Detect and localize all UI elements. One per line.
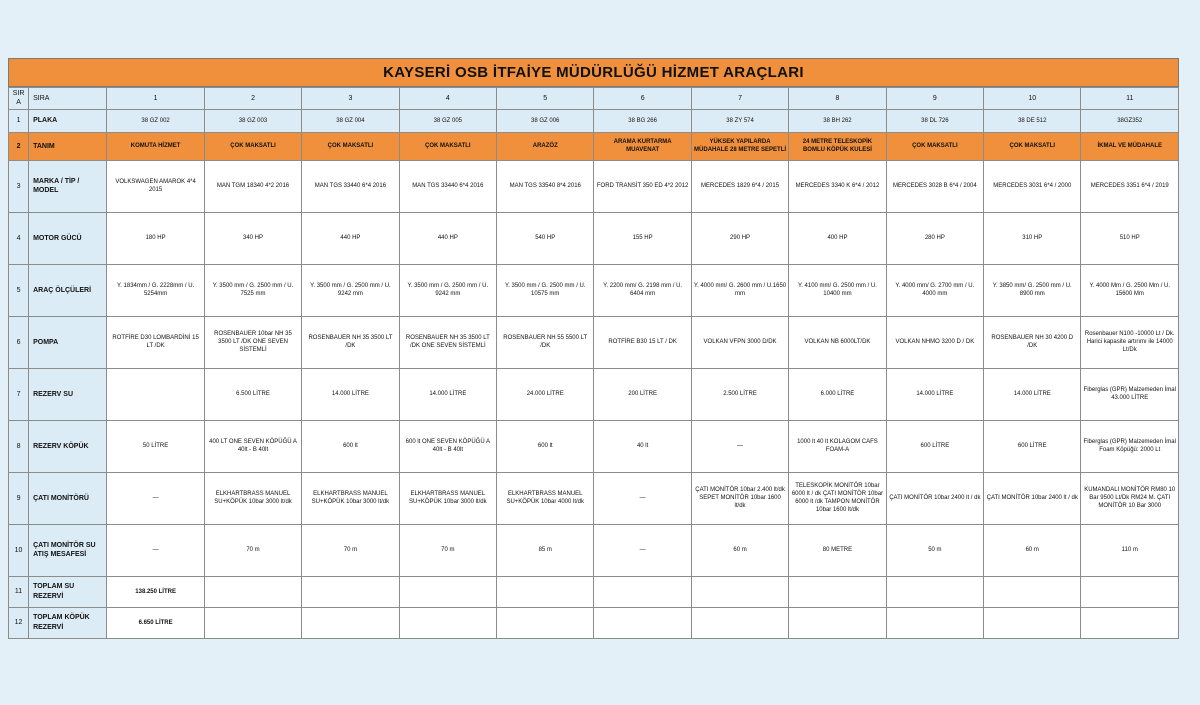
table-cell: Y. 4100 mm/ G. 2500 mm / U. 10400 mm: [789, 264, 886, 316]
row-cati-monitor-atis-mesafesi: [9, 524, 1179, 576]
table-cell: ROSENBAUER NH 30 4200 D /DK: [984, 316, 1081, 368]
table-cell: [399, 607, 496, 638]
table-cell: 50 LİTRE: [107, 420, 204, 472]
table-cell: [399, 576, 496, 607]
table-cell: MAN TGS 33440 6*4 2016: [302, 160, 399, 212]
table-cell: 6.000 LİTRE: [789, 368, 886, 420]
table-cell: ÇOK MAKSATLI: [984, 132, 1081, 160]
table-cell: 14.000 LİTRE: [984, 368, 1081, 420]
row-label: ARAÇ ÖLÇÜLERİ: [29, 264, 107, 316]
table-cell: 38 DL 726: [886, 109, 983, 132]
table-cell: ARAZÖZ: [497, 132, 594, 160]
table-cell: 38 GZ 003: [204, 109, 301, 132]
table-cell: [691, 607, 788, 638]
row-label: MARKA / TİP / MODEL: [29, 160, 107, 212]
table-cell: 400 LT ONE SEVEN KÖPÜĞÜ A 40lt - B 40lt: [204, 420, 301, 472]
table-cell: FORD TRANSİT 350 ED 4*2 2012: [594, 160, 691, 212]
table-cell: [886, 576, 983, 607]
table-cell: ROSENBAUER NH 55 5500 LT /DK: [497, 316, 594, 368]
row-number: 8: [9, 420, 29, 472]
table-cell: VOLKAN VFPN 3000 D/DK: [691, 316, 788, 368]
column-header: 10: [984, 88, 1081, 110]
table-cell: 60 m: [984, 524, 1081, 576]
table-cell: VOLKSWAGEN AMAROK 4*4 2015: [107, 160, 204, 212]
row-motor-gucu: [9, 212, 1179, 264]
table-cell: MAN TGS 33440 6*4 2016: [399, 160, 496, 212]
table-cell: VOLKAN NB 6000LT/DK: [789, 316, 886, 368]
table-cell: TELESKOPİK MONİTÖR 10bar 6000 lt / dk ÇATI MONİTÖR 10bar 6000 lt /dk TAMPON MONİTÖR 10bar 1600 lt/dk: [789, 472, 886, 524]
table-cell: MERCEDES 1829 6*4 / 2015: [691, 160, 788, 212]
table-cell: MERCEDES 3340 K 6*4 / 2012: [789, 160, 886, 212]
table-cell: ÇATI MONİTÖR 10bar 2.400 lt/dk SEPET MONİTÖR 10bar 1600 lt/dk: [691, 472, 788, 524]
table-cell: —: [107, 524, 204, 576]
table-cell: İKMAL VE MÜDAHALE: [1081, 132, 1179, 160]
table-cell: [886, 607, 983, 638]
table-cell: 38 GZ 002: [107, 109, 204, 132]
table-cell: YÜKSEK YAPILARDA MÜDAHALE 28 METRE SEPETLİ: [691, 132, 788, 160]
table-cell: Y. 3500 mm / G. 2500 mm / U. 9242 mm: [399, 264, 496, 316]
table-cell: [789, 607, 886, 638]
table-cell: 38 ZY 574: [691, 109, 788, 132]
table-cell: ROSENBAUER 10bar NH 35 3500 LT /DK ONE SEVEN SİSTEMLİ: [204, 316, 301, 368]
table-cell: 38 GZ 004: [302, 109, 399, 132]
row-number: 2: [9, 132, 29, 160]
table-cell: Rosenbauer N100 -10000 Lt / Dk. Harici kapasite artırımı ile 14000 Lt/Dk: [1081, 316, 1179, 368]
table-cell: Fiberglas (GPR) Malzemeden İmal 43.000 LİTRE: [1081, 368, 1179, 420]
table-cell: 155 HP: [594, 212, 691, 264]
row-label: MOTOR GÜCÜ: [29, 212, 107, 264]
table-cell: ELKHARTBRASS MANUEL SU+KÖPÜK 10bar 3000 lt/dk: [399, 472, 496, 524]
row-plaka: [9, 109, 1179, 132]
table-cell: —: [594, 472, 691, 524]
table-cell: MERCEDES 3351 6*4 / 2019: [1081, 160, 1179, 212]
table-cell: 600 lt: [497, 420, 594, 472]
column-header: 8: [789, 88, 886, 110]
table-cell: [594, 607, 691, 638]
row-number: 11: [9, 576, 29, 607]
table-cell: Y. 3500 mm / G. 2500 mm / U. 9242 mm: [302, 264, 399, 316]
row-label: REZERV SU: [29, 368, 107, 420]
table-cell: [497, 607, 594, 638]
table-cell: Y. 4000 mm/ G. 2700 mm / U. 4000 mm: [886, 264, 983, 316]
row-number: 3: [9, 160, 29, 212]
table-cell: 540 HP: [497, 212, 594, 264]
table-cell: ELKHARTBRASS MANUEL SU+KÖPÜK 10bar 3000 lt/dk: [302, 472, 399, 524]
table-cell: 2.500 LİTRE: [691, 368, 788, 420]
table-cell: Y. 3850 mm/ G. 2500 mm / U. 8900 mm: [984, 264, 1081, 316]
table-cell: 60 m: [691, 524, 788, 576]
table-cell: ÇATI MONİTÖR 10bar 2400 lt / dk: [984, 472, 1081, 524]
row-number: 6: [9, 316, 29, 368]
table-cell: 138.250 LİTRE: [107, 576, 204, 607]
header-label: SIRA: [29, 88, 107, 110]
table-cell: 600 LİTRE: [886, 420, 983, 472]
row-tanim: [9, 132, 1179, 160]
column-header: 11: [1081, 88, 1179, 110]
row-toplam-kopuk-rezervi: [9, 607, 1179, 638]
table-cell: 200 LİTRE: [594, 368, 691, 420]
table-cell: ELKHARTBRASS MANUEL SU+KÖPÜK 10bar 3000 lt/dk: [204, 472, 301, 524]
table-cell: [302, 576, 399, 607]
table-cell: Y. 2200 mm/ G. 2198 mm / U. 6404 mm: [594, 264, 691, 316]
table-cell: ELKHARTBRASS MANUEL SU+KÖPÜK 10bar 4000 lt/dk: [497, 472, 594, 524]
table-cell: —: [691, 420, 788, 472]
table-cell: ROSENBAUER NH 35 3500 LT /DK ONE SEVEN SİSTEMLİ: [399, 316, 496, 368]
table-cell: 110 m: [1081, 524, 1179, 576]
column-header: 6: [594, 88, 691, 110]
table-cell: 80 METRE: [789, 524, 886, 576]
table-cell: 290 HP: [691, 212, 788, 264]
row-number: 4: [9, 212, 29, 264]
row-number: 12: [9, 607, 29, 638]
table-cell: 40 lt: [594, 420, 691, 472]
table-cell: ARAMA KURTARMA MUAVENAT: [594, 132, 691, 160]
table-cell: 280 HP: [886, 212, 983, 264]
row-number: 7: [9, 368, 29, 420]
table-cell: ÇOK MAKSATLI: [886, 132, 983, 160]
table-cell: ROSENBAUER NH 35 3500 LT /DK: [302, 316, 399, 368]
table-cell: ÇATI MONİTÖR 10bar 2400 lt / dk: [886, 472, 983, 524]
row-rezerv-su: [9, 368, 1179, 420]
row-marka-tip-model: [9, 160, 1179, 212]
table-cell: 14.000 LİTRE: [302, 368, 399, 420]
table-cell: 38 BG 266: [594, 109, 691, 132]
row-number: 1: [9, 109, 29, 132]
table-cell: 24.000 LİTRE: [497, 368, 594, 420]
table-cell: 440 HP: [399, 212, 496, 264]
table-cell: MERCEDES 3031 6*4 / 2000: [984, 160, 1081, 212]
row-label: ÇATI MONİTÖRÜ: [29, 472, 107, 524]
table-cell: Y. 3500 mm / G. 2500 mm / U. 7525 mm: [204, 264, 301, 316]
sheet-title: KAYSERİ OSB İTFAİYE MÜDÜRLÜĞÜ HİZMET ARAÇLARI: [8, 58, 1179, 87]
table-cell: VOLKAN NHMO 3200 D / DK: [886, 316, 983, 368]
table-cell: Y. 4000 mm/ G. 2600 mm / U.1650 mm: [691, 264, 788, 316]
row-pompa: [9, 316, 1179, 368]
table-cell: [984, 607, 1081, 638]
row-label: PLAKA: [29, 109, 107, 132]
table-cell: [302, 607, 399, 638]
table-cell: 600 lt: [302, 420, 399, 472]
column-header: 2: [204, 88, 301, 110]
table-cell: 14.000 LİTRE: [399, 368, 496, 420]
table-cell: 1000 lt 40 lt KOLAGOM CAFS FOAM-A: [789, 420, 886, 472]
table-cell: ROTFİRE D30 LOMBARDİNİ 15 LT /DK: [107, 316, 204, 368]
table-cell: 24 METRE TELESKOPİK BOMLU KÖPÜK KULESİ: [789, 132, 886, 160]
row-arac-olculeri: [9, 264, 1179, 316]
row-number: 10: [9, 524, 29, 576]
row-cati-monitoru: [9, 472, 1179, 524]
table-cell: MAN TGS 33540 8*4 2016: [497, 160, 594, 212]
row-label: TOPLAM KÖPÜK REZERVİ: [29, 607, 107, 638]
table-cell: 340 HP: [204, 212, 301, 264]
column-header: 7: [691, 88, 788, 110]
table-cell: 70 m: [204, 524, 301, 576]
column-header: 9: [886, 88, 983, 110]
table-cell: 50 m: [886, 524, 983, 576]
table-cell: Fiberglas (GPR) Malzemeden İmal Foam Köpüğü: 2000 Lt: [1081, 420, 1179, 472]
table-cell: ÇOK MAKSATLI: [204, 132, 301, 160]
row-number: 9: [9, 472, 29, 524]
column-header: 1: [107, 88, 204, 110]
table-cell: [204, 576, 301, 607]
table-cell: ÇOK MAKSATLI: [302, 132, 399, 160]
table-cell: Y. 4000 Mm / G. 2500 Mm / U. 15600 Mm: [1081, 264, 1179, 316]
table-cell: —: [594, 524, 691, 576]
row-label: TANIM: [29, 132, 107, 160]
table-cell: MAN TGM 18340 4*2 2016: [204, 160, 301, 212]
table-cell: [691, 576, 788, 607]
header-corner: SIRA: [9, 88, 29, 110]
table-cell: 6.650 LİTRE: [107, 607, 204, 638]
column-header: 3: [302, 88, 399, 110]
table-cell: 440 HP: [302, 212, 399, 264]
table-cell: 600 lt ONE SEVEN KÖPÜĞÜ A 40lt - B 40lt: [399, 420, 496, 472]
table-cell: 38 GZ 006: [497, 109, 594, 132]
column-header: 4: [399, 88, 496, 110]
table-cell: [204, 607, 301, 638]
table-cell: Y. 3500 mm / G. 2500 mm / U. 10575 mm: [497, 264, 594, 316]
table-cell: 14.000 LİTRE: [886, 368, 983, 420]
table-cell: KUMANDALI MONİTÖR RM80 10 Bar 9500 Lt/Dk RM24 M. ÇATI MONİTÖR 10 Bar 3000: [1081, 472, 1179, 524]
header-row: [9, 88, 1179, 110]
table-cell: 180 HP: [107, 212, 204, 264]
table-cell: 70 m: [399, 524, 496, 576]
table-cell: 38 BH 262: [789, 109, 886, 132]
row-toplam-su-rezervi: [9, 576, 1179, 607]
table-cell: 85 m: [497, 524, 594, 576]
table-cell: KOMUTA HİZMET: [107, 132, 204, 160]
table-cell: Y. 1834mm / G. 2228mm / U. 5254mm: [107, 264, 204, 316]
table-cell: —: [107, 472, 204, 524]
table-cell: [594, 576, 691, 607]
table-cell: 600 LİTRE: [984, 420, 1081, 472]
table-cell: 38GZ352: [1081, 109, 1179, 132]
row-label: ÇATI MONİTÖR SU ATIŞ MESAFESİ: [29, 524, 107, 576]
row-label: TOPLAM SU REZERVİ: [29, 576, 107, 607]
table-cell: [1081, 576, 1179, 607]
table-cell: 400 HP: [789, 212, 886, 264]
table-cell: [789, 576, 886, 607]
table-cell: ÇOK MAKSATLI: [399, 132, 496, 160]
table-cell: 310 HP: [984, 212, 1081, 264]
table-cell: [107, 368, 204, 420]
table-cell: ROTFİRE B30 15 LT / DK: [594, 316, 691, 368]
vehicle-table: [8, 87, 1179, 639]
row-label: POMPA: [29, 316, 107, 368]
column-header: 5: [497, 88, 594, 110]
table-cell: [984, 576, 1081, 607]
table-cell: MERCEDES 3028 B 6*4 / 2004: [886, 160, 983, 212]
table-cell: 38 DE 512: [984, 109, 1081, 132]
row-rezerv-kopuk: [9, 420, 1179, 472]
row-label: REZERV KÖPÜK: [29, 420, 107, 472]
row-number: 5: [9, 264, 29, 316]
table-cell: 70 m: [302, 524, 399, 576]
vehicle-sheet: [8, 58, 1179, 639]
table-cell: 510 HP: [1081, 212, 1179, 264]
table-cell: [497, 576, 594, 607]
table-cell: [1081, 607, 1179, 638]
table-cell: 6.500 LİTRE: [204, 368, 301, 420]
table-cell: 38 GZ 005: [399, 109, 496, 132]
